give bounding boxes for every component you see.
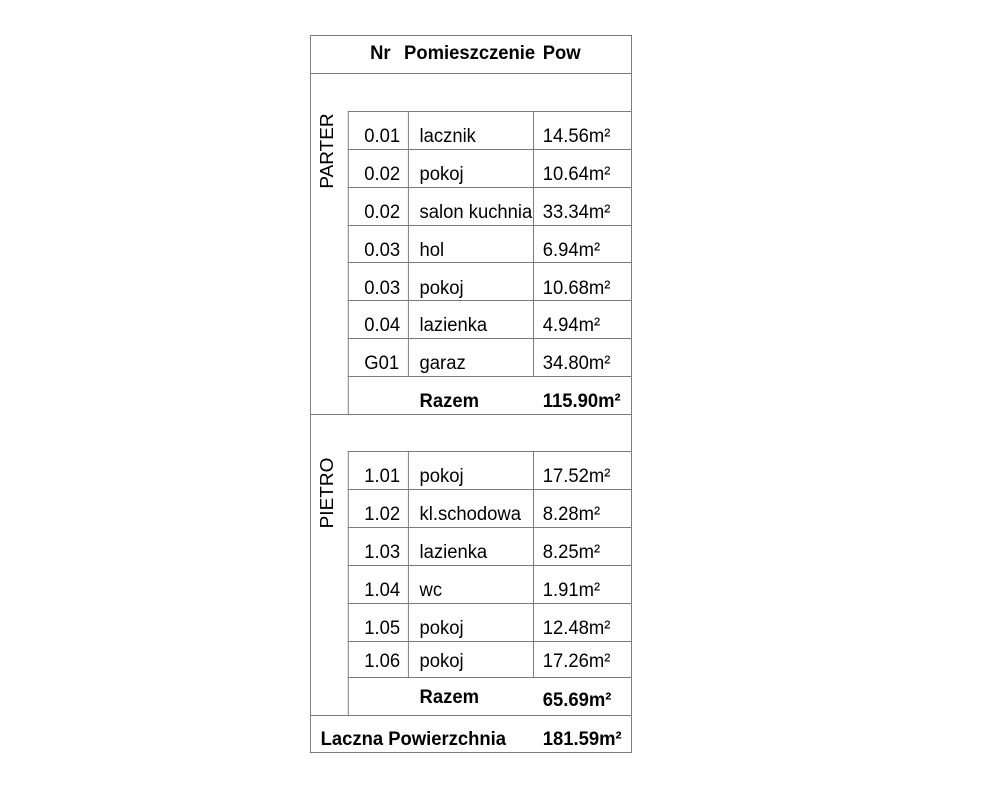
row-nr: G01 (364, 353, 400, 374)
row-room: hol (419, 240, 445, 261)
row-nr: 1.01 (364, 466, 401, 487)
row-area: 14.56m² (542, 126, 611, 147)
row-nr: 0.01 (364, 126, 401, 147)
parter-grid-line (533, 111, 534, 376)
row-area: 8.25m² (542, 542, 601, 563)
total-label: Razem (419, 687, 479, 708)
parter-row-line (348, 376, 632, 377)
total-value: 115.90m² (542, 391, 621, 412)
pietro-row-line (348, 641, 632, 642)
pietro-row-line (348, 603, 632, 604)
parter-row-line (348, 149, 632, 150)
row-nr: 0.04 (364, 315, 401, 336)
table-border-right (631, 35, 632, 753)
row-nr: 1.06 (364, 651, 401, 672)
row-nr: 1.04 (364, 580, 401, 601)
row-room: pokoj (419, 164, 464, 185)
pietro-row-line (348, 489, 632, 490)
table-border-bottom (310, 752, 632, 753)
row-room: pokoj (419, 651, 464, 672)
row-area: 17.26m² (542, 651, 611, 672)
parter-grid-line (408, 111, 409, 376)
section-label-parter: PARTER (317, 113, 339, 189)
pietro-grid-line (408, 451, 409, 677)
row-room: pokoj (419, 618, 464, 639)
parter-row-line (348, 111, 632, 112)
pietro-row-line (348, 677, 632, 678)
row-nr: 0.02 (364, 164, 401, 185)
row-nr: 0.03 (364, 240, 401, 261)
row-room: lazienka (419, 542, 488, 563)
row-room: pokoj (419, 278, 464, 299)
row-nr: 0.02 (364, 202, 401, 223)
parter-row-line (348, 338, 632, 339)
room-area-table (14, 0, 984, 800)
parter-row-line (348, 187, 632, 188)
total-value: 65.69m² (542, 690, 612, 711)
pietro-grid-line (348, 451, 349, 715)
header-room: Pomieszczenie (404, 43, 536, 64)
grand-total-separator (310, 715, 632, 716)
table-border-top (310, 35, 632, 36)
grand-total-label: Laczna Powierzchnia (320, 729, 507, 750)
pietro-grid-line (533, 451, 534, 677)
pietro-row-line (348, 527, 632, 528)
row-area: 6.94m² (542, 240, 601, 261)
header-area: Pow (542, 43, 581, 64)
grand-total-value: 181.59m² (542, 729, 622, 750)
row-nr: 0.03 (364, 278, 401, 299)
section-label-pietro: PIETRO (317, 457, 339, 529)
row-area: 34.80m² (542, 353, 611, 374)
total-label: Razem (419, 391, 479, 412)
parter-row-line (348, 225, 632, 226)
header-separator (310, 73, 632, 74)
row-area: 12.48m² (542, 618, 611, 639)
row-area: 10.64m² (542, 164, 611, 185)
pietro-row-line (348, 565, 632, 566)
row-room: salon kuchnia (419, 202, 533, 223)
row-room: pokoj (419, 466, 464, 487)
row-area: 10.68m² (542, 278, 611, 299)
pietro-row-line (348, 451, 632, 452)
row-room: garaz (419, 353, 466, 374)
header-nr: Nr (370, 43, 391, 64)
row-nr: 1.03 (364, 542, 401, 563)
row-area: 17.52m² (542, 466, 611, 487)
row-area: 8.28m² (542, 504, 601, 525)
section-separator (310, 414, 632, 415)
row-area: 33.34m² (542, 202, 611, 223)
row-room: wc (419, 580, 443, 601)
parter-row-line (348, 300, 632, 301)
table-border-left (310, 35, 311, 753)
row-nr: 1.02 (364, 504, 401, 525)
row-room: kl.schodowa (419, 504, 521, 525)
row-room: lazienka (419, 315, 488, 336)
parter-row-line (348, 262, 632, 263)
row-area: 4.94m² (542, 315, 601, 336)
row-nr: 1.05 (364, 618, 401, 639)
row-area: 1.91m² (542, 580, 601, 601)
row-room: lacznik (419, 126, 476, 147)
